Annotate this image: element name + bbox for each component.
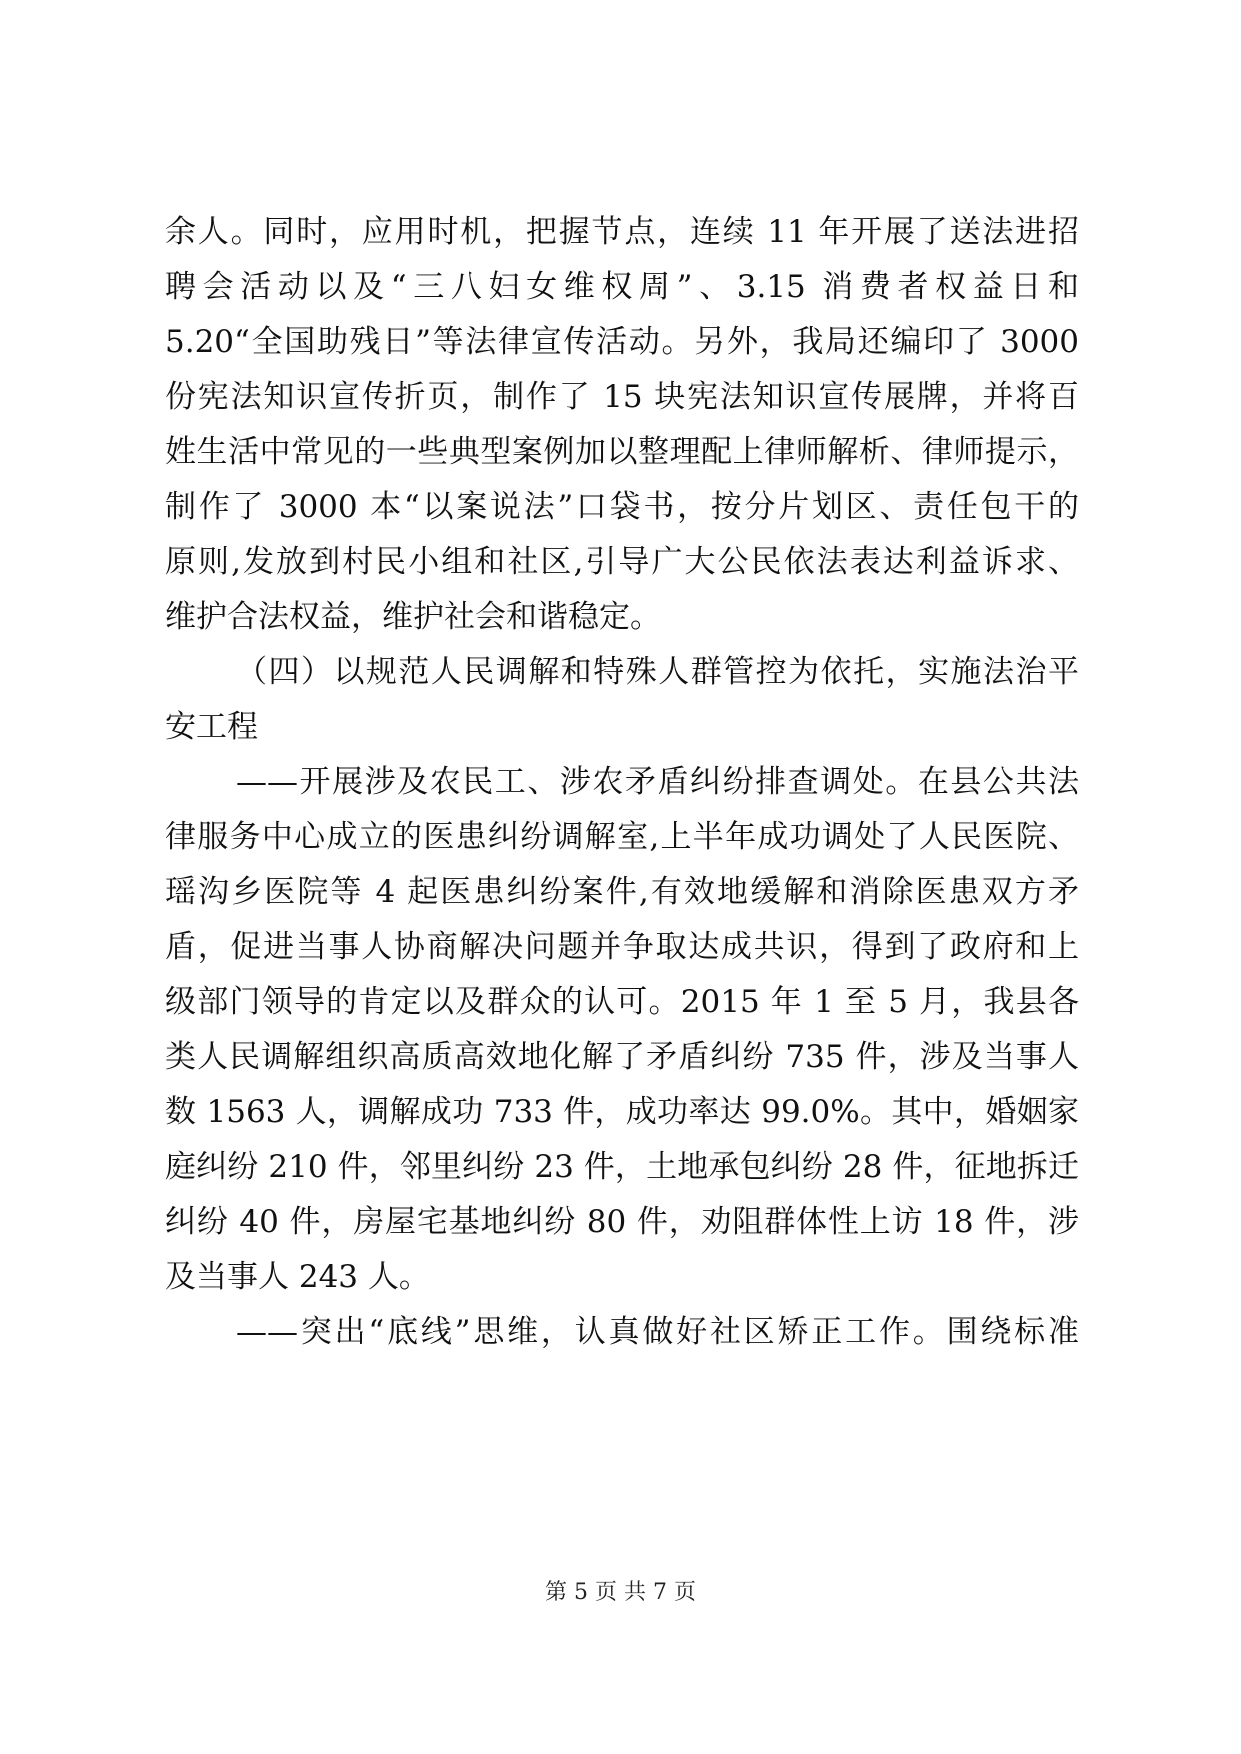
text-line: ——突出“底线”思维，认真做好社区矫正工作。围绕标准 (236, 1314, 1079, 1350)
text-line: 余人。同时，应用时机，把握节点，连续 11 年开展了送法进招 (165, 214, 1079, 250)
text-line: 律服务中心成立的医患纠纷调解室,上半年成功调处了人民医院、 (165, 819, 1079, 855)
page-footer: 第 5 页 共 7 页 (545, 1580, 696, 1605)
text-line: 瑶沟乡医院等 4 起医患纠纷案件,有效地缓解和消除医患双方矛 (165, 874, 1079, 910)
section-heading-line: 安工程 (165, 709, 258, 745)
text-line: 姓生活中常见的一些典型案例加以整理配上律师解析、律师提示， (165, 434, 1079, 470)
text-line: 庭纠纷 210 件，邻里纠纷 23 件，土地承包纠纷 28 件，征地拆迁 (165, 1149, 1079, 1185)
text-line: 级部门领导的肯定以及群众的认可。2015 年 1 至 5 月，我县各 (165, 984, 1079, 1020)
text-line: 类人民调解组织高质高效地化解了矛盾纠纷 735 件，涉及当事人 (165, 1039, 1079, 1075)
text-line: 份宪法知识宣传折页，制作了 15 块宪法知识宣传展牌，并将百 (165, 379, 1079, 415)
text-line: 盾，促进当事人协商解决问题并争取达成共识，得到了政府和上 (165, 929, 1079, 965)
text-line: 原则,发放到村民小组和社区,引导广大公民依法表达利益诉求、 (165, 544, 1079, 580)
section-heading-line: （四）以规范人民调解和特殊人群管控为依托，实施法治平 (236, 654, 1079, 690)
text-line: 制作了 3000 本“以案说法”口袋书，按分片划区、责任包干的 (165, 489, 1079, 525)
text-line: 数 1563 人，调解成功 733 件，成功率达 99.0%。其中，婚姻家 (165, 1094, 1079, 1130)
text-line: ——开展涉及农民工、涉农矛盾纠纷排查调处。在县公共法 (236, 764, 1079, 800)
text-line: 纠纷 40 件，房屋宅基地纠纷 80 件，劝阻群体性上访 18 件，涉 (165, 1204, 1079, 1240)
text-line: 聘会活动以及“三八妇女维权周”、3.15 消费者权益日和 (165, 269, 1079, 305)
text-line: 维护合法权益，维护社会和谐稳定。 (165, 599, 661, 635)
text-line: 5.20“全国助残日”等法律宣传活动。另外，我局还编印了 3000 (165, 324, 1079, 360)
text-line: 及当事人 243 人。 (165, 1259, 430, 1295)
